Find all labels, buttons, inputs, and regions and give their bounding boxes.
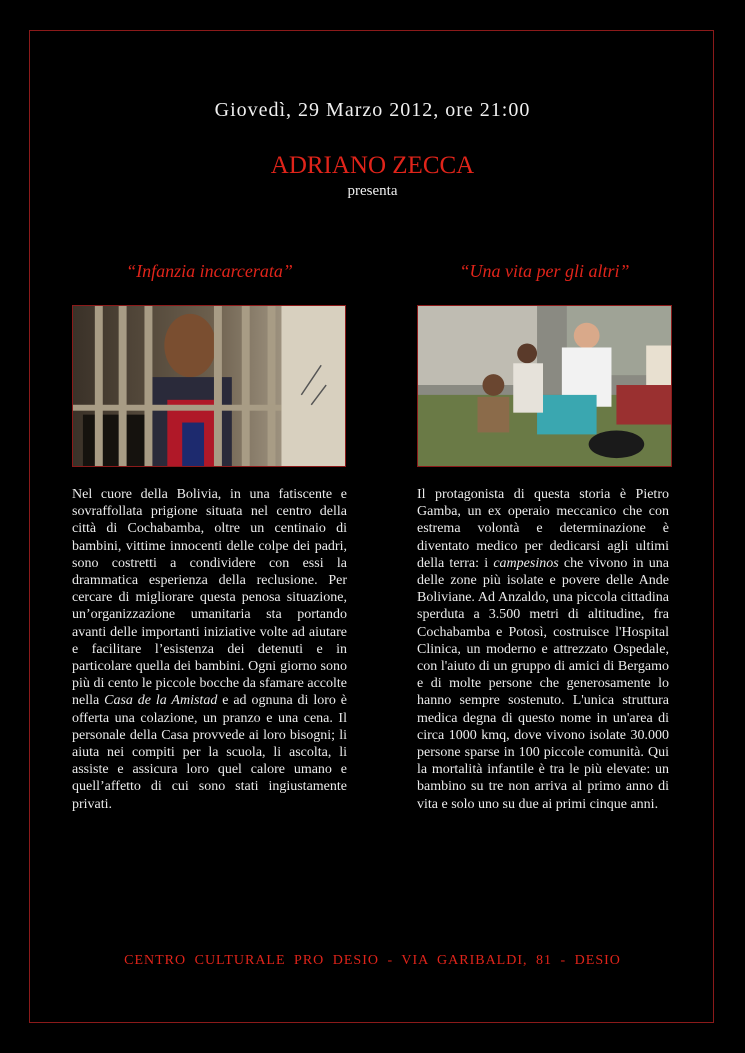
event-date: Giovedì, 29 Marzo 2012, ore 21:00 [214, 99, 531, 121]
description-text: Nel cuore della Bolivia, in una fatiscente e sovraffollata prigione situata nel centro della città di Cochabamba, oltre un centinaio di bambini, vittime innocenti delle colpe dei padri, sono costretti a condividere con essi la drammatica esperienza della reclusione. Per cercare di migliorare questa penosa situazione, un’organizzazione umanitaria sta portando avanti delle importanti iniziative volte ad aiutare e facilitare l’esistenza dei detenuti e in particolare quella dei bambini. Ogni giorno sono più di cento le piccole bocche da sfamare accolte nella [72, 487, 347, 709]
prison-photo [72, 305, 346, 467]
description-text: Il protagonista di questa storia è Pietro Gamba, un ex operaio meccanico che con estrema volontà e determinazione è diventato medico per dedicarsi agli ultimi della terra: i [417, 487, 669, 571]
description-italic: Casa de la Amistad [104, 693, 218, 709]
description-text: che vivono in una delle zone più isolate e povere delle Ande Boliviane. Ad Anzaldo, una piccola cittadina sperduta a 3.500 metri di altitudine, fra Cochabamba e Potosì, costruisce l'Hospital Clinica, un moderno e attrezzato Ospedale, con l'aiuto di un gruppo di amici di Bergamo e di molte persone che generosamente lo hanno sempre sostenuto. L'unica struttura medica degna di questo nome in un'area di circa 1000 kmq, dove vivono isolate 30.000 persone sparse in 100 piccole comunità. Qui la mortalità infantile è tra le più elevate: un bambino su tre non arriva al primo anno di vita e solo uno su due ai primi cinque anni. [417, 555, 669, 812]
film-title-right: “Una vita per gli altri” [459, 261, 630, 281]
description-italic: campesinos [493, 555, 559, 571]
film-description-right [417, 486, 669, 813]
presents-label: presenta [347, 183, 398, 199]
film-description-left [72, 486, 347, 813]
description-text: e ad ognuna di loro è offerta una colazione, un pranzo e una cena. Il personale della Casa provvede ai loro bisogni; li aiuta nei compiti per la scuola, li ascolta, li assiste e assicura loro quel calore umano e quell’affetto di cui sono stati ingiustamente privati. [72, 693, 347, 812]
presenter-name: ADRIANO ZECCA [270, 152, 475, 179]
film-title-left: “Infanzia incarcerata” [126, 261, 293, 281]
doctor-photo [417, 305, 672, 467]
venue-footer: CENTRO CULTURALE PRO DESIO - VIA GARIBALDI, 81 - DESIO [124, 953, 621, 968]
